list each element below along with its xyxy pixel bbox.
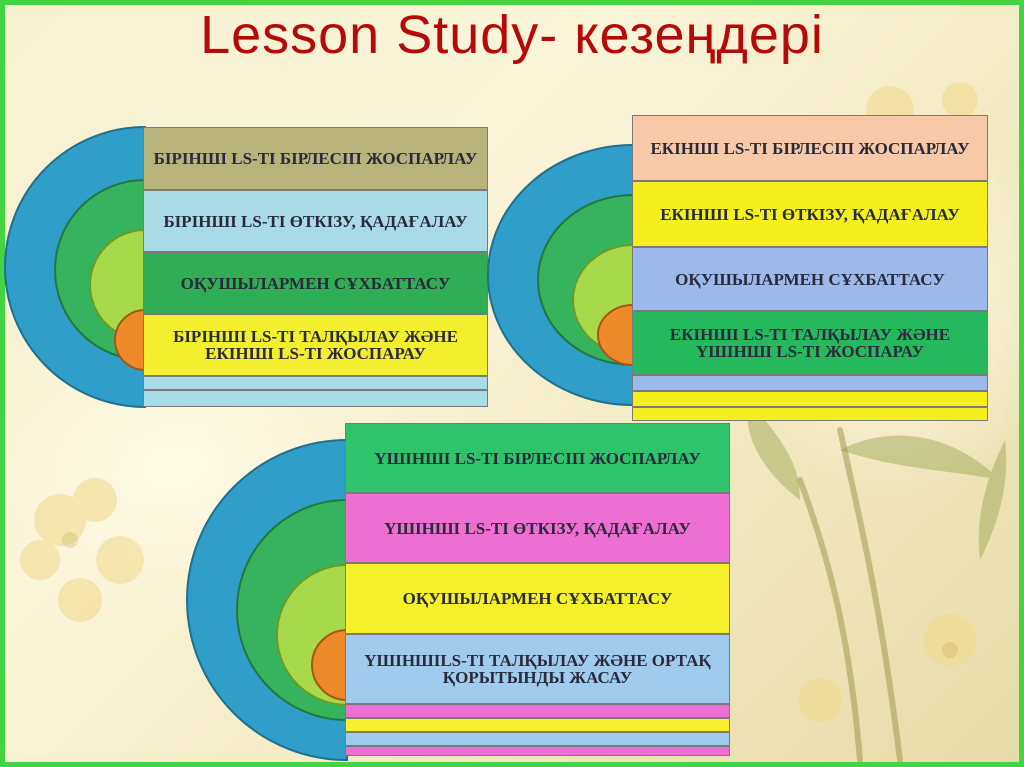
step-3: ОҚУШЫЛАРМЕН СҰХБАТТАСУ [143, 252, 488, 314]
step-4: БІРІНШІ LS-ТІ ТАЛҚЫЛАУ ЖӘНЕ ЕКІНШІ LS-ТІ ЖОСПАРАУ [143, 314, 488, 376]
step-3: ОҚУШЫЛАРМЕН СҰХБАТТАСУ [345, 563, 730, 634]
step-filler-3 [345, 732, 730, 746]
step-filler-4 [345, 746, 730, 756]
step-1: ҮШІНШІ LS-ТІ БІРЛЕСІП ЖОСПАРЛАУ [345, 423, 730, 493]
slide-title: Lesson Study- кезеңдері [200, 5, 824, 65]
step-filler-1 [345, 704, 730, 718]
step-4: ҮШІНШІLS-ТІ ТАЛҚЫЛАУ ЖӘНЕ ОРТАҚ ҚОРЫТЫНДЫ ЖАСАУ [345, 634, 730, 704]
step-1: ЕКІНШІ LS-ТІ БІРЛЕСІП ЖОСПАРЛАУ [632, 115, 988, 181]
step-3: ОҚУШЫЛАРМЕН СҰХБАТТАСУ [632, 247, 988, 311]
step-2: ЕКІНШІ LS-ТІ ӨТКІЗУ, ҚАДАҒАЛАУ [632, 181, 988, 247]
step-filler-2 [345, 718, 730, 732]
step-2: БІРІНШІ LS-ТІ ӨТКІЗУ, ҚАДАҒАЛАУ [143, 190, 488, 252]
step-4: ЕКІНШІ LS-ТІ ТАЛҚЫЛАУ ЖӘНЕ ҮШІНШІ LS-ТІ ЖОСПАРАУ [632, 311, 988, 375]
step-1: БІРІНШІ LS-ТІ БІРЛЕСІП ЖОСПАРЛАУ [143, 127, 488, 190]
step-2: ҮШІНШІ LS-ТІ ӨТКІЗУ, ҚАДАҒАЛАУ [345, 493, 730, 563]
